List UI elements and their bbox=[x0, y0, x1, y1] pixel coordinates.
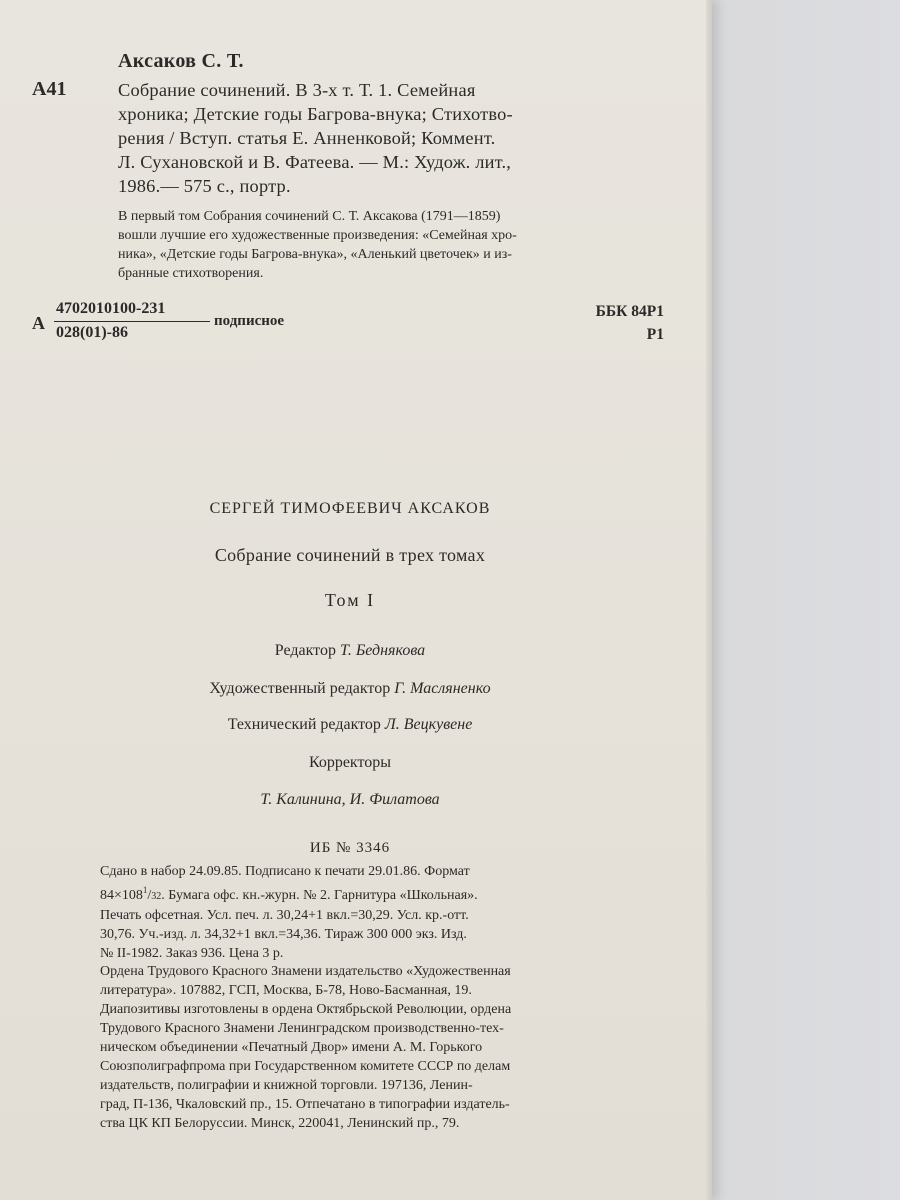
subscription-label: подписное bbox=[214, 313, 285, 329]
printer-line: ства ЦК КП Белоруссии. Минск, 220041, Ленинский пр., 79. bbox=[100, 1116, 460, 1131]
editor-label: Редактор bbox=[274, 642, 336, 659]
bib-line: Собрание сочинений. В 3-х т. Т. 1. Семейная bbox=[118, 80, 476, 100]
printer-line: Союзполиграфпрома при Государственном комитете СССР по делам bbox=[100, 1059, 511, 1074]
index-numerator: 4702010100-231 bbox=[56, 300, 166, 317]
imprint-line-format bbox=[100, 881, 660, 906]
card-bibliographic-description bbox=[118, 78, 662, 198]
printer-line: ническом объединении «Печатный Двор» имени А. М. Горького bbox=[100, 1040, 483, 1055]
format-size: 84×108 bbox=[100, 888, 143, 903]
volume-label: Том I bbox=[324, 590, 376, 610]
annotation-line: ника», «Детские годы Багрова-внука», «Аленький цветочек» и из- bbox=[118, 247, 512, 262]
art-editor-name: Г. Масляненко bbox=[394, 680, 491, 697]
tech-editor-label: Технический редактор bbox=[227, 716, 381, 733]
format-rest: . Бумага офс. кн.-журн. № 2. Гарнитура «Школьная». bbox=[161, 888, 478, 903]
printer-line: издательств, полиграфии и книжной торговли. 197136, Ленин- bbox=[100, 1078, 473, 1093]
production-details bbox=[100, 862, 660, 963]
bbk-sub: Р1 bbox=[646, 326, 664, 343]
index-denominator: 028(01)-86 bbox=[56, 324, 128, 341]
bib-line: рения / Вступ. статья Е. Анненковой; Коммент. bbox=[118, 128, 496, 148]
publisher-line: литература». 107882, ГСП, Москва, Б-78, Ново-Басманная, 19. bbox=[100, 983, 472, 998]
bib-line: Л. Сухановской и В. Фатеева. — М.: Худож. лит., bbox=[118, 152, 512, 172]
imprint-line: 30,76. Уч.-изд. л. 34,32+1 вкл.=34,36. Тираж 300 000 экз. Изд. bbox=[100, 927, 467, 942]
page-edge bbox=[706, 0, 712, 1200]
printer-line: Диапозитивы изготовлены в ордена Октябрьской Революции, ордена bbox=[100, 1002, 512, 1017]
publisher-details bbox=[100, 962, 660, 1000]
format-slash: / bbox=[147, 888, 152, 903]
card-annotation bbox=[118, 207, 664, 283]
annotation-line: В первый том Собрания сочинений С. Т. Аксакова (1791—1859) bbox=[118, 209, 501, 224]
proofreaders-names: Т. Калинина, И. Филатова bbox=[260, 791, 440, 808]
annotation-line: вошли лучшие его художественные произведения: «Семейная хро- bbox=[118, 228, 517, 243]
tech-editor-credit bbox=[40, 716, 660, 734]
imprint-line: № II-1982. Заказ 936. Цена 3 р. bbox=[100, 946, 284, 961]
author-full-name: СЕРГЕЙ ТИМОФЕЕВИЧ АКСАКОВ bbox=[209, 500, 491, 517]
card-author: Аксаков С. Т. bbox=[118, 50, 244, 72]
tech-editor-name: Л. Вецкувене bbox=[384, 716, 473, 733]
bib-line: 1986.— 575 с., портр. bbox=[118, 176, 291, 196]
printer-line: град, П-136, Чкаловский пр., 15. Отпечатано в типографии издатель- bbox=[100, 1097, 510, 1112]
publisher-line: Ордена Трудового Красного Знамени издательство «Художественная bbox=[100, 964, 511, 979]
art-editor-label: Художественный редактор bbox=[209, 680, 391, 697]
format-sub: 32 bbox=[151, 891, 162, 902]
index-letter: А bbox=[32, 313, 45, 333]
art-editor-credit bbox=[40, 680, 660, 698]
bbk-code: ББК 84Р1 bbox=[595, 303, 664, 320]
fraction-line bbox=[54, 321, 210, 322]
imprint-line: Печать офсетная. Усл. печ. л. 30,24+1 вкл.=30,29. Усл. кр.-отт. bbox=[100, 908, 469, 923]
printer-line: Трудового Красного Знамени Ленинградском производственно-тех- bbox=[100, 1021, 504, 1036]
ib-number: ИБ № 3346 bbox=[309, 840, 391, 856]
card-call-number: А41 bbox=[32, 78, 67, 100]
editor-credit bbox=[40, 642, 660, 660]
format-sup: 1 bbox=[142, 885, 148, 895]
proofreaders-label: Корректоры bbox=[308, 754, 392, 771]
printer-details bbox=[100, 1000, 660, 1133]
imprint-line: Сдано в набор 24.09.85. Подписано к печати 29.01.86. Формат bbox=[100, 864, 470, 879]
bib-line: хроника; Детские годы Багрова-внука; Стихотво- bbox=[118, 104, 513, 124]
editor-name: Т. Беднякова bbox=[339, 642, 426, 659]
annotation-line: бранные стихотворения. bbox=[118, 266, 264, 281]
collection-title: Собрание сочинений в трех томах bbox=[214, 545, 486, 565]
